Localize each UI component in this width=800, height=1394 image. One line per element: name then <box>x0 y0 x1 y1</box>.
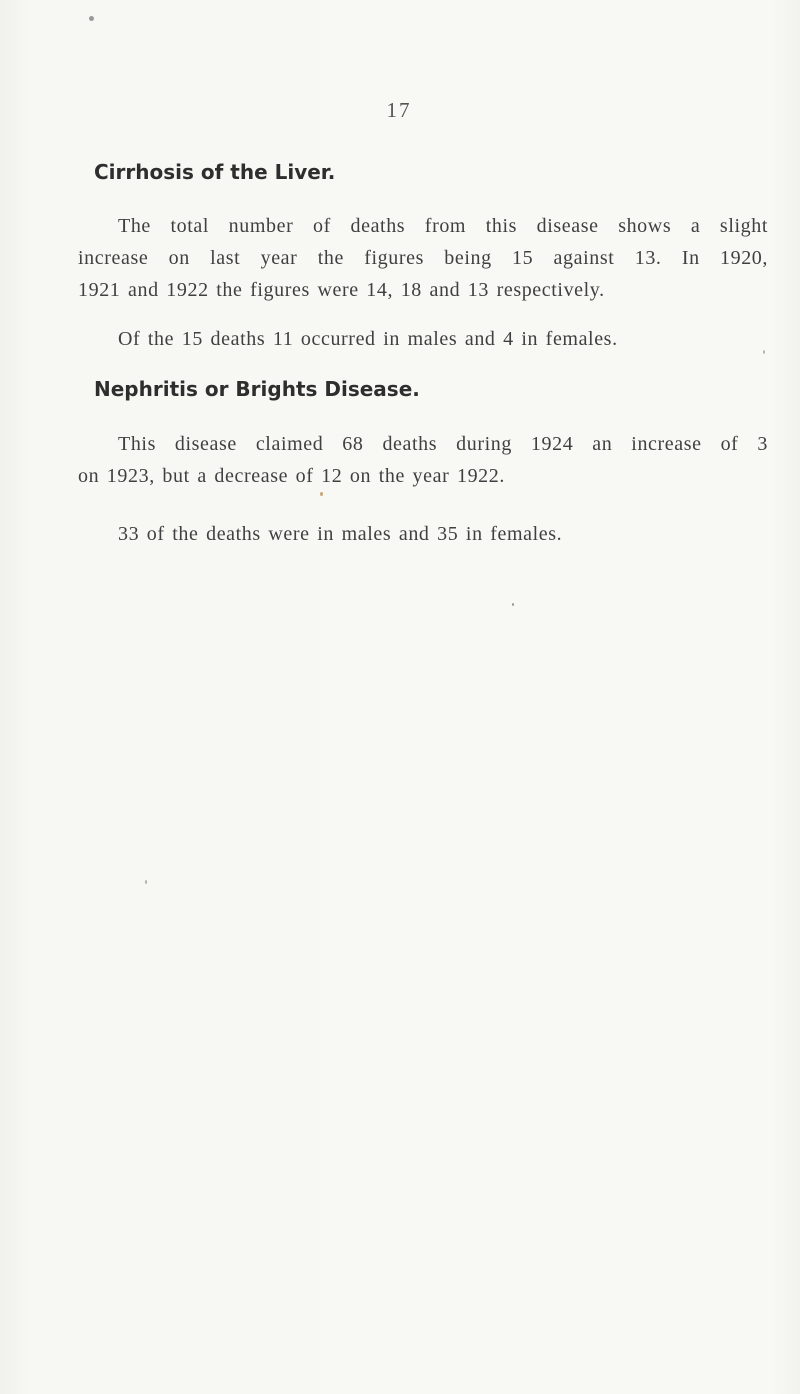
paper-speck <box>512 603 514 606</box>
paragraph-line: 1921 and 1922 the figures were 14, 18 and 13 respectively. <box>78 279 605 301</box>
paragraph-nephritis-totals <box>78 428 768 492</box>
paper-speck <box>89 16 94 21</box>
paper-speck <box>763 350 765 354</box>
paragraph-line: 33 of the deaths were in males and 35 in females. <box>118 523 563 545</box>
paragraph-line: on 1923, but a decrease of 12 on the year 1922. <box>78 465 505 487</box>
paragraph-line: The total number of deaths from this disease shows a slight <box>118 215 768 237</box>
section-heading-nephritis: Nephritis or Brights Disease. <box>94 377 420 401</box>
paragraph-cirrhosis-sex <box>78 323 768 355</box>
paper-speck <box>320 492 323 496</box>
paragraph-line: This disease claimed 68 deaths during 1924 an increase of 3 <box>118 433 768 455</box>
page-number: 17 <box>386 98 412 122</box>
section-heading-cirrhosis: Cirrhosis of the Liver. <box>94 160 336 184</box>
paragraph-line: Of the 15 deaths 11 occurred in males and 4 in females. <box>118 328 618 350</box>
paragraph-nephritis-sex <box>78 518 768 550</box>
paragraph-line: increase on last year the figures being 15 against 13. In 1920, <box>78 247 768 269</box>
paper-speck <box>145 880 147 884</box>
paragraph-cirrhosis-totals <box>78 210 768 306</box>
